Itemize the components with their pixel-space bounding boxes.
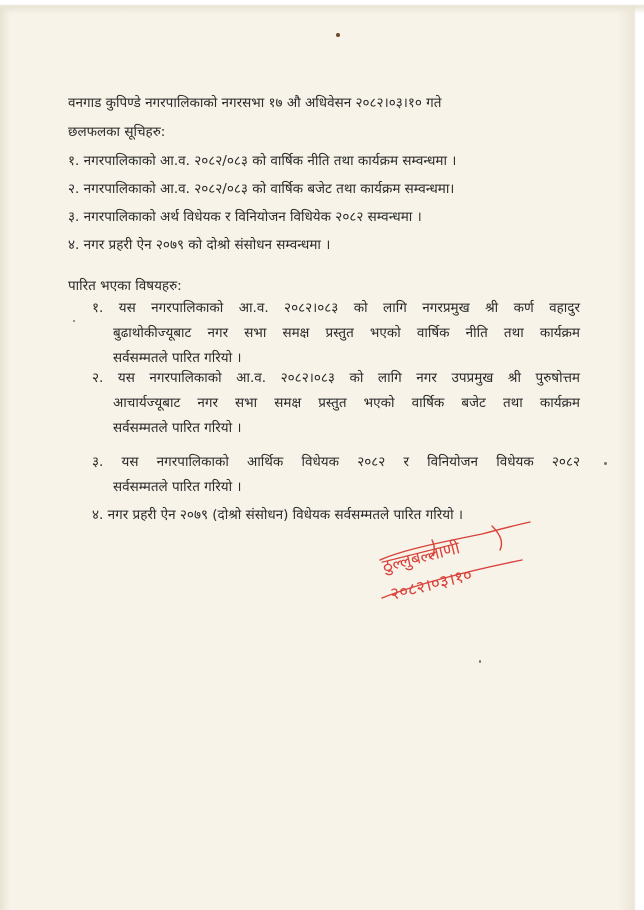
agenda-heading: छलफलका सूचिहरु: [68, 124, 166, 140]
ink-dot-mark [336, 33, 340, 37]
paper-speck [604, 462, 607, 465]
signature-date: २०८२।०३।१० [388, 565, 475, 605]
passed-item [92, 366, 580, 441]
paper-speck [73, 320, 75, 322]
passed-item-line: ३. यस नगरपालिकाको आर्थिक विधेयक २०८२ र विनियोजन विधेयक २०८२ [92, 454, 580, 470]
passed-item-line: १. यस नगरपालिकाको आ.व. २०८२।०८३ को लागि नगरप्रमुख श्री कर्ण वहादुर [92, 300, 580, 316]
paper-speck [479, 660, 481, 663]
paper-edge-right [618, 0, 644, 910]
passed-item-line: २. यस नगरपालिकाको आ.व. २०८२।०८३ को लागि नगर उपप्रमुख श्री पुरुषोत्तम [92, 370, 580, 386]
agenda-item: १. नगरपालिकाको आ.व. २०८२/०८३ को वार्षिक नीति तथा कार्यक्रम सम्वन्धमा । [68, 153, 457, 169]
passed-item [92, 296, 580, 371]
agenda-item: ३. नगरपालिकाको अर्थ विधेयक र विनियोजन विधियेक २०८२ सम्वन्धमा । [68, 209, 422, 225]
passed-item-line: सर्वसम्मतले पारित गरियो । [113, 479, 242, 495]
passed-heading: पारित भएका विषयहरु: [68, 278, 182, 294]
passed-item-line: आचार्यज्यूबाट नगर सभा समक्ष प्रस्तुत भएको वार्षिक बजेट तथा कार्यक्रम [113, 395, 580, 411]
meeting-title: वनगाड कुपिण्डे नगरपालिकाको नगरसभा १७ औ अधिवेसन २०८२।०३।१० गते [68, 95, 442, 111]
signature-stamp [372, 520, 542, 610]
agenda-item: २. नगरपालिकाको आ.व. २०८२/०८३ को वार्षिक बजेट तथा कार्यक्रम सम्वन्धमा। [68, 181, 455, 197]
agenda-item: ४. नगर प्रहरी ऐन २०७९ को दोश्रो संसोधन सम्वन्धमा । [68, 237, 331, 253]
passed-item [92, 450, 580, 500]
paper-edge-top [0, 0, 644, 14]
paper-edge-left [0, 0, 10, 910]
passed-item-line: सर्वसम्मतले पारित गरियो । [113, 350, 242, 366]
signature-name: ठुल्लुबल्लाणी [380, 538, 462, 577]
passed-item: ४. नगर प्रहरी ऐन २०७९ (दोश्रो संसोधन) विधेयक सर्वसम्मतले पारित गरियो । [92, 507, 463, 523]
passed-item-line: बुढाथोकीज्यूबाट नगर सभा समक्ष प्रस्तुत भएको वार्षिक नीति तथा कार्यक्रम [113, 325, 580, 341]
passed-item-line: सर्वसम्मतले पारित गरियो । [113, 420, 242, 436]
